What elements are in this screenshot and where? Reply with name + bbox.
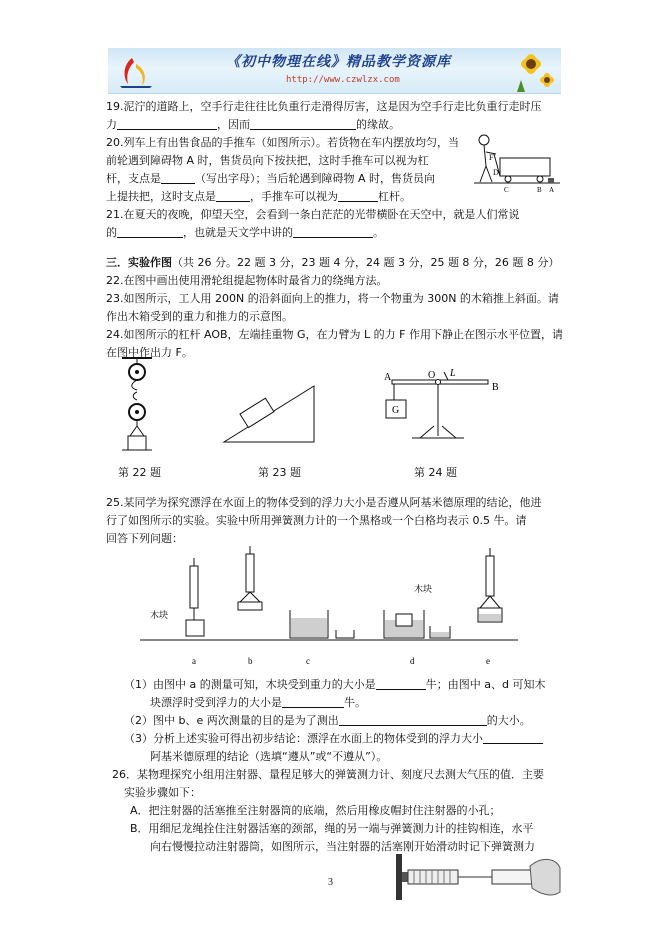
q25-blank-1[interactable] [376,678,426,690]
q20-blank-3[interactable] [338,190,378,202]
sunflower-icon [487,50,557,92]
q19-line-1: 19.泥泞的道路上，空手行走往往比负重行走滑得厉害，这是因为空手行走比负重行走时压 [106,100,542,113]
float-label-e: e [486,656,490,666]
q26-step-b-1: B．用细尼龙绳拴住注射器活塞的颈部，绳的另一端与弹簧测力计的挂钩相连，水平 [130,822,534,835]
caption-fig23: 第 23 题 [258,466,301,479]
q25-3-line-2: 阿基米德原理的结论（选填“遵从”或“不遵从”）。 [150,750,388,763]
q25-3-line-1: （3）分析上述实验可得出初步结论：漂浮在水面上的物体受到的浮力大小 [124,730,543,748]
float-label-a: a [192,656,196,666]
q20-line-2: 前轮遇到障碍物 A 时，售货员向下按扶把，这时手推车可以视为杠 [106,154,429,167]
float-label-wood-2: 木块 [414,585,433,595]
pulley-figure [118,356,156,460]
q25-1-line-2: 块漂浮时受到浮力的大小是 牛。 [150,696,366,709]
float-label-wood: 木块 [150,611,169,621]
lever-figure [382,366,506,458]
q25-line-1: 25.某同学为探究漂浮在水面上的物体受到的浮力大小是否遵从阿基米德原理的结论，他进 [106,496,542,509]
q23-line-2: 作出木箱受到的重力和推力的示意图。 [106,310,293,323]
cart-label-B: B [537,186,542,194]
cart-label-D: D [493,168,499,177]
logo-icon [114,54,158,90]
q20-blank-2[interactable] [216,190,250,202]
q24-line-1: 24.如图所示的杠杆 AOB，左端挂重物 G，在力臂为 L 的力 F 作用下静止在图示水平位置，请 [106,328,563,341]
q26-step-b-2: 向右慢慢拉动注射器筒，如图所示，当注射器的活塞刚开始滑动时记下弹簧测力 [150,840,535,853]
q25-blank-2[interactable] [282,696,344,708]
q20-line-1: 20.列车上有出售食品的手推车（如图所示）。若货物在车内摆放均匀，当 [106,136,459,149]
float-experiment-figure [140,546,518,670]
syringe-figure [392,852,562,910]
incline-figure [222,382,318,446]
cart-label-A: A [549,186,555,194]
caption-fig24: 第 24 题 [414,466,457,479]
q25-blank-4[interactable] [483,732,543,744]
q26-line-1: 26．某物理探究小组用注射器、量程足够大的弹簧测力计、刻度尺去测大气压的值．主要 [112,768,544,781]
q26-line-2: 实验步骤如下： [124,786,201,799]
header-title: 《初中物理在线》精品教学资源库 [226,54,451,70]
q21-line-2: 的 ，也就是天文学中讲的 。 [106,226,384,239]
q19-line-2: 力 ，因而 的缘故。 [106,118,400,131]
q21-line-1: 21.在夏天的夜晚，仰望天空，会看到一条白茫茫的光带横卧在天空中，就是人们常说 [106,208,520,221]
lever-label-B: B [492,382,499,393]
q20-line-3: 杆，支点是 （写出字母）；当后轮遇到障碍物 A 时，售货员向 [106,172,436,185]
q20-line-4: 上提扶把，这时支点是 ，手推车可以视为 杠杆。 [106,190,411,203]
header-url[interactable]: http://www.czwlzx.com [286,75,400,85]
q25-line-3: 回答下列问题： [106,532,183,545]
float-label-b: b [248,656,253,666]
q20-blank-1[interactable] [161,172,195,184]
q21-blank-2[interactable] [293,226,373,238]
q24-line-2: 在图中作出力 F。 [106,346,193,359]
q25-2-line: （2）图中 b、e 两次测量的目的是为了测出 的大小。 [124,714,531,727]
section-3-heading: 三．实验作图（共 26 分。22 题 3 分，23 题 4 分，24 题 3 分，25 题 8 分，26 题 8 分） [106,256,560,269]
caption-fig22: 第 22 题 [118,466,161,479]
page-number: 3 [328,877,333,888]
cart-label-F: F [489,153,494,162]
q22-line: 22.在图中画出使用滑轮组提起物体时最省力的绕绳方法。 [106,274,388,287]
q19-blank-2[interactable] [250,118,356,130]
q23-line-1: 23.如图所示，工人用 200N 的沿斜面向上的推力，将一个物重为 300N 的木箱推上斜面。请 [106,292,559,305]
q25-line-2: 行了如图所示的实验。实验中所用弹簧测力计的一个黑格或一个白格均表示 0.5 牛。请 [106,514,527,527]
cart-label-C: C [504,186,509,194]
header-banner [108,48,561,94]
cart-figure [474,132,560,194]
lever-label-O: O [428,370,436,381]
float-label-d: d [410,656,415,666]
lever-label-L: L [450,368,456,379]
q25-1-line-1: （1）由图中 a 的测量可知，木块受到重力的大小是 牛；由图中 a、d 可知木 [124,678,546,691]
lever-label-G: G [392,405,400,416]
float-label-c: c [306,656,310,666]
q26-step-a: A．把注射器的活塞推至注射器筒的底端，然后用橡皮帽封住注射器的小孔； [130,804,501,817]
q21-blank-1[interactable] [117,226,183,238]
q25-blank-3[interactable] [339,714,487,726]
q19-blank-1[interactable] [117,118,217,130]
lever-label-A: A [384,372,392,383]
